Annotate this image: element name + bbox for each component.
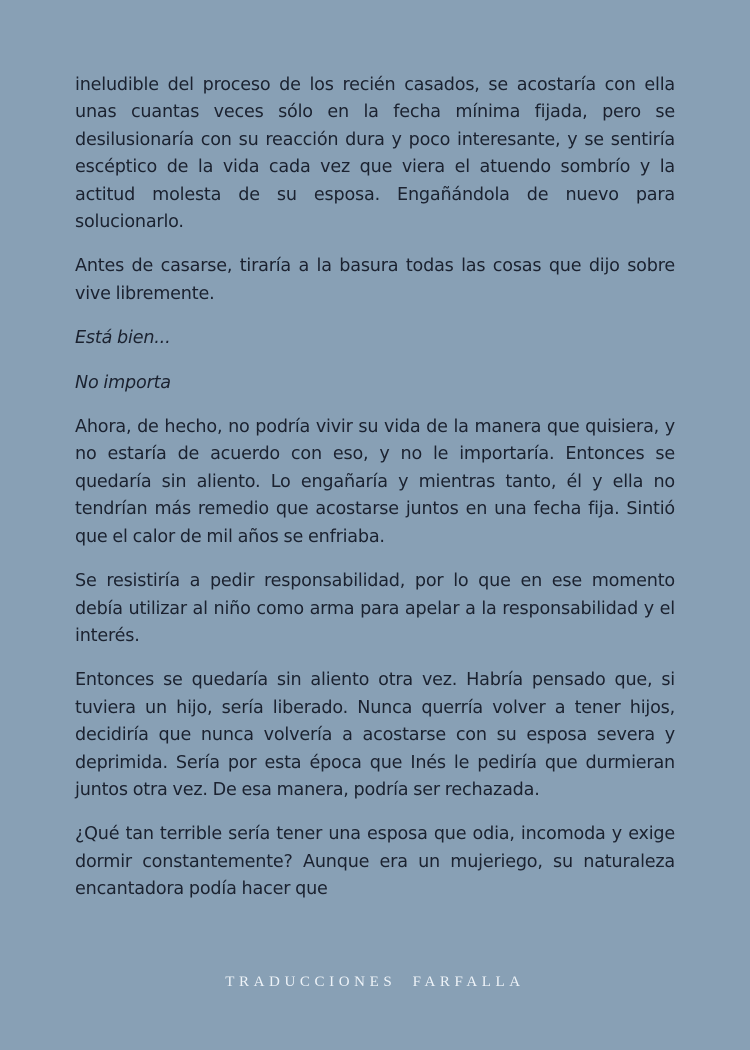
paragraph-2: Antes de casarse, tiraría a la basura todas las cosas que dijo sobre vive libremente. — [75, 256, 675, 304]
paragraph-1: ineludible del proceso de los recién casados, se acostaría con ella unas cuantas veces sólo en la fecha mínima fijada, pero se desilusionaría con su reacción dura y poco interesante, y se sentiría escéptico de la vida cada vez que viera el atuendo sombrío y la actitud molesta de su esposa. Engañándola de nuevo para solucionarlo. — [75, 75, 675, 233]
paragraph-6: Se resistiría a pedir responsabilidad, por lo que en ese momento debía utilizar al niño como arma para apelar a la responsabilidad y el interés. — [75, 571, 675, 646]
footer-credit: TRADUCCIONES FARFALLA — [225, 974, 525, 990]
italic-thought-1: Está bien... — [75, 328, 171, 349]
paragraph-5: Ahora, de hecho, no podría vivir su vida de la manera que quisiera, y no estaría de acuerdo con eso, y no le importaría. Entonces se quedaría sin aliento. Lo engañaría y mientras tanto, él y ella no tendrían más remedio que acostarse juntos en una fecha fija. Sintió que el calor de mil años se enfriaba. — [75, 417, 675, 547]
paragraph-7: Entonces se quedaría sin aliento otra vez. Habría pensado que, si tuviera un hijo, sería liberado. Nunca querría volver a tener hijos, decidiría que nunca volvería a acostarse con su esposa severa y deprimida. Sería por esta época que Inés le pediría que durmieran juntos otra vez. De esa manera, podría ser rechazada. — [75, 670, 675, 800]
italic-thought-2: No importa — [75, 372, 171, 393]
paragraph-8: ¿Qué tan terrible sería tener una esposa que odia, incomoda y exige dormir constantemente? Aunque era un mujeriego, su naturaleza encantadora podía hacer que — [75, 824, 675, 900]
page-body — [75, 72, 675, 921]
